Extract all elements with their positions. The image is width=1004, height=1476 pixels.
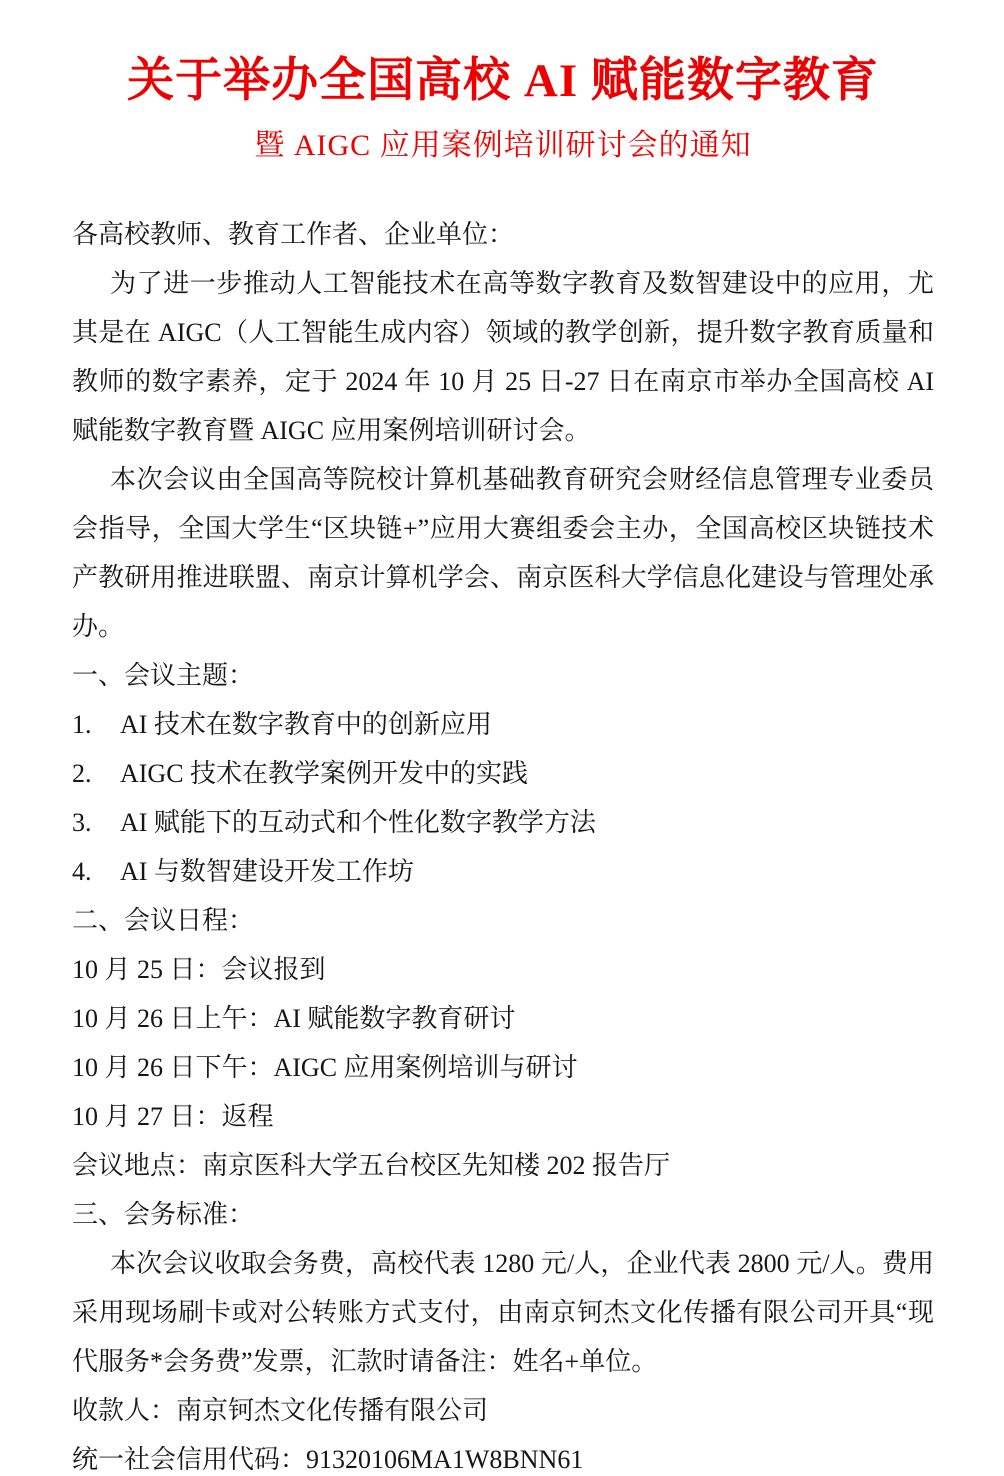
topic-text: AI 赋能下的互动式和个性化数字教学方法 xyxy=(120,808,596,837)
topic-number: 2. xyxy=(72,759,92,788)
topic-number: 4. xyxy=(72,857,92,886)
topic-number: 1. xyxy=(72,710,92,739)
section-heading-fees: 三、会务标准： xyxy=(72,1200,255,1229)
topic-text: AIGC 技术在教学案例开发中的实践 xyxy=(120,759,529,788)
topic-item-1 xyxy=(72,700,934,749)
credit-code-line: 统一社会信用代码：91320106MA1W8BNN61 xyxy=(72,1445,584,1474)
paragraph-fee: 本次会议收取会务费，高校代表 1280 元/人，企业代表 2800 元/人。费用采用现场刷卡或对公转账方式支付，由南京钶杰文化传播有限公司开具“现代服务*会务费”发票，汇款时请备注：姓名+单位。 xyxy=(72,1249,934,1376)
paragraph-organizers: 本次会议由全国高等院校计算机基础教育研究会财经信息管理专业委员会指导，全国大学生“区块链+”应用大赛组委会主办，全国高校区块链技术产教研用推进联盟、南京计算机学会、南京医科大学信息化建设与管理处承办。 xyxy=(72,465,934,641)
schedule-line-4: 10 月 27 日：返程 xyxy=(72,1102,274,1131)
section-heading-schedule: 二、会议日程： xyxy=(72,906,255,935)
topic-text: AI 技术在数字教育中的创新应用 xyxy=(120,710,492,739)
schedule-line-1: 10 月 25 日：会议报到 xyxy=(72,955,326,984)
document-title: 关于举办全国高校 AI 赋能数字教育 xyxy=(127,55,879,107)
document-subtitle: 暨 AIGC 应用案例培训研讨会的通知 xyxy=(254,129,752,162)
topic-item-3 xyxy=(72,798,934,847)
topic-number: 3. xyxy=(72,808,92,837)
payee-line: 收款人：南京钶杰文化传播有限公司 xyxy=(72,1396,489,1425)
topic-text: AI 与数智建设开发工作坊 xyxy=(120,857,414,886)
paragraph-intro: 为了进一步推动人工智能技术在高等数字教育及数智建设中的应用，尤其是在 AIGC（人工智能生成内容）领域的教学创新，提升数字教育质量和教师的数字素养，定于 2024 年 10 月 25 日-27 日在南京市举办全国高校 AI 赋能数字教育暨 AIGC 应用案例培训研讨会。 xyxy=(72,269,934,445)
topic-item-2 xyxy=(72,749,934,798)
venue-line: 会议地点：南京医科大学五台校区先知楼 202 报告厅 xyxy=(72,1151,671,1180)
section-heading-topics: 一、会议主题： xyxy=(72,661,255,690)
salutation-line: 各高校教师、教育工作者、企业单位： xyxy=(72,220,515,249)
topic-item-4 xyxy=(72,847,934,896)
schedule-line-2: 10 月 26 日上午：AI 赋能数字教育研讨 xyxy=(72,1004,516,1033)
document-body xyxy=(72,210,934,1476)
schedule-line-3: 10 月 26 日下午：AIGC 应用案例培训与研讨 xyxy=(72,1053,578,1082)
